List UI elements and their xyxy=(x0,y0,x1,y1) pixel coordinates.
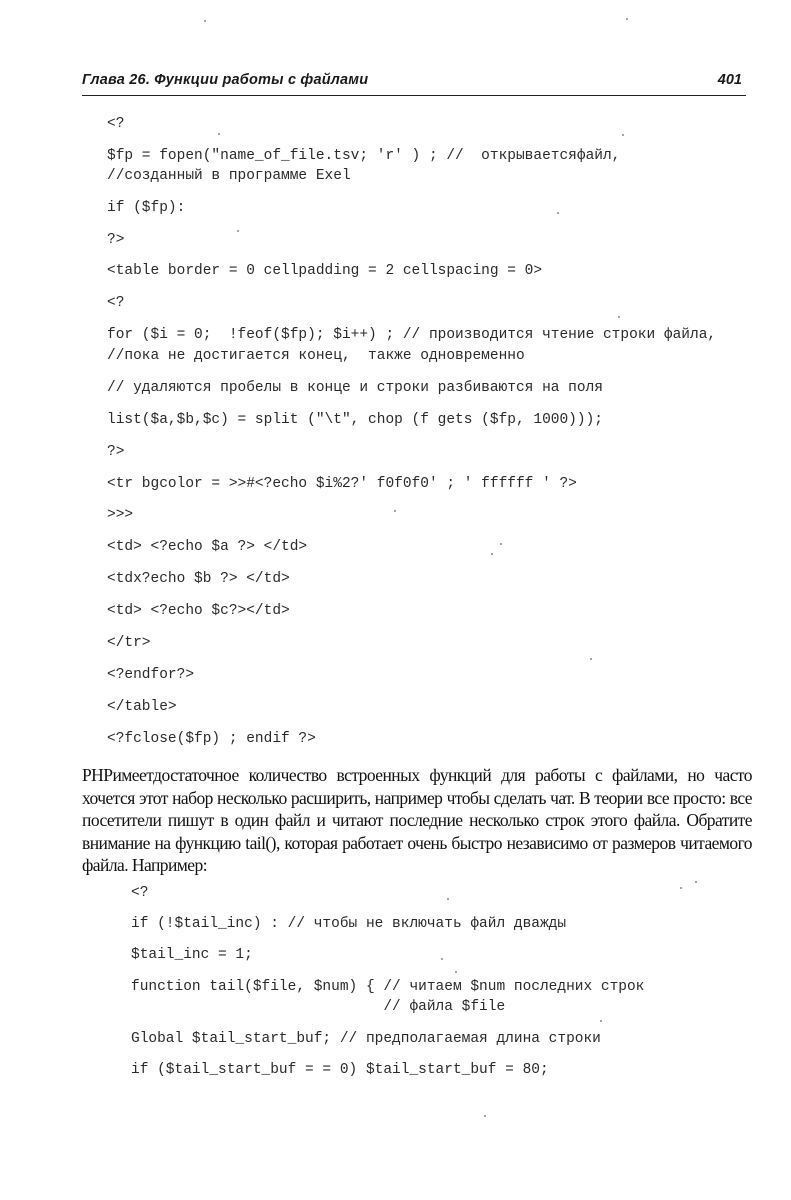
page-header xyxy=(82,68,746,96)
scan-speck xyxy=(622,134,624,136)
scan-speck xyxy=(491,553,493,555)
code-line: <?fclose($fp) ; endif ?> xyxy=(107,731,316,747)
scan-speck xyxy=(218,133,220,135)
page-number: 401 xyxy=(717,72,742,88)
scan-speck xyxy=(680,887,682,889)
scan-speck xyxy=(626,18,628,20)
scan-speck xyxy=(695,881,697,883)
scan-speck xyxy=(447,898,449,900)
code-line: if ($fp): xyxy=(107,200,186,216)
scan-speck xyxy=(618,316,620,318)
scan-speck xyxy=(500,543,502,545)
code-line: <table border = 0 cellpadding = 2 cellspacing = 0> xyxy=(107,263,543,279)
code-line: <? xyxy=(107,116,125,132)
code-line: for ($i = 0; !feof($fp); $i++) ; // производится чтение строки файла, xyxy=(107,327,717,343)
code-line: //пока не достигается конец, также одновременно xyxy=(107,348,525,364)
code-line: if (!$tail_inc) : // чтобы не включать файл дважды xyxy=(131,916,567,932)
code-line: <tr bgcolor = >>#<?echo $i%2?' f0f0f0' ; ' ffffff ' ?> xyxy=(107,476,577,492)
scan-speck xyxy=(455,971,457,973)
code-line: // удаляются пробелы в конце и строки разбиваются на поля xyxy=(107,380,603,396)
code-line: function tail($file, $num) { // читаем $num последних строк xyxy=(131,979,645,995)
code-line: $fp = fopen("name_of_file.tsv; 'r' ) ; // открываетсяфайл, xyxy=(107,148,621,164)
code-line: // файла $file xyxy=(131,999,506,1015)
body-paragraph: PHPимеетдостаточное количество встроенных функций для работы с файлами, но часто хочется этот набор несколько расширить, например чтобы сделать чат. В теории все просто: все посетители пишут в один файл и читают последние несколько строк этого файла. Обратите внимание на функцию tail(), которая работает очень быстро независимо от размеров читаемого файла. Например: xyxy=(82,765,752,875)
code-line: list($a,$b,$c) = split ("\t", chop (f gets ($fp, 1000))); xyxy=(107,412,603,428)
scan-speck xyxy=(557,212,559,214)
code-line: <tdx?echo $b ?> </td> xyxy=(107,571,290,587)
code-line: ?> xyxy=(107,444,125,460)
code-line: <? xyxy=(131,885,149,901)
code-line: Global $tail_start_buf; // предполагаемая длина строки xyxy=(131,1031,601,1047)
code-line: >>> xyxy=(107,507,134,523)
code-line: <td> <?echo $a ?> </td> xyxy=(107,539,308,555)
scan-speck xyxy=(237,230,239,232)
code-line: </tr> xyxy=(107,635,151,651)
scan-speck xyxy=(600,1020,602,1022)
scan-speck xyxy=(484,1115,486,1117)
chapter-title: Глава 26. Функции работы с файлами xyxy=(82,72,369,88)
code-line: <?endfor?> xyxy=(107,667,195,683)
code-line: <td> <?echo $c?></td> xyxy=(107,603,290,619)
code-line: $tail_inc = 1; xyxy=(131,947,253,963)
code-line: </table> xyxy=(107,699,177,715)
scan-speck xyxy=(204,20,206,22)
scan-speck xyxy=(441,958,443,960)
code-line: ?> xyxy=(107,232,125,248)
code-line: //созданный в программе Exel xyxy=(107,168,351,184)
code-line: <? xyxy=(107,295,125,311)
header-rule xyxy=(82,95,746,96)
scan-speck xyxy=(590,658,592,660)
code-line: if ($tail_start_buf = = 0) $tail_start_buf = 80; xyxy=(131,1062,549,1078)
scan-speck xyxy=(394,510,396,512)
